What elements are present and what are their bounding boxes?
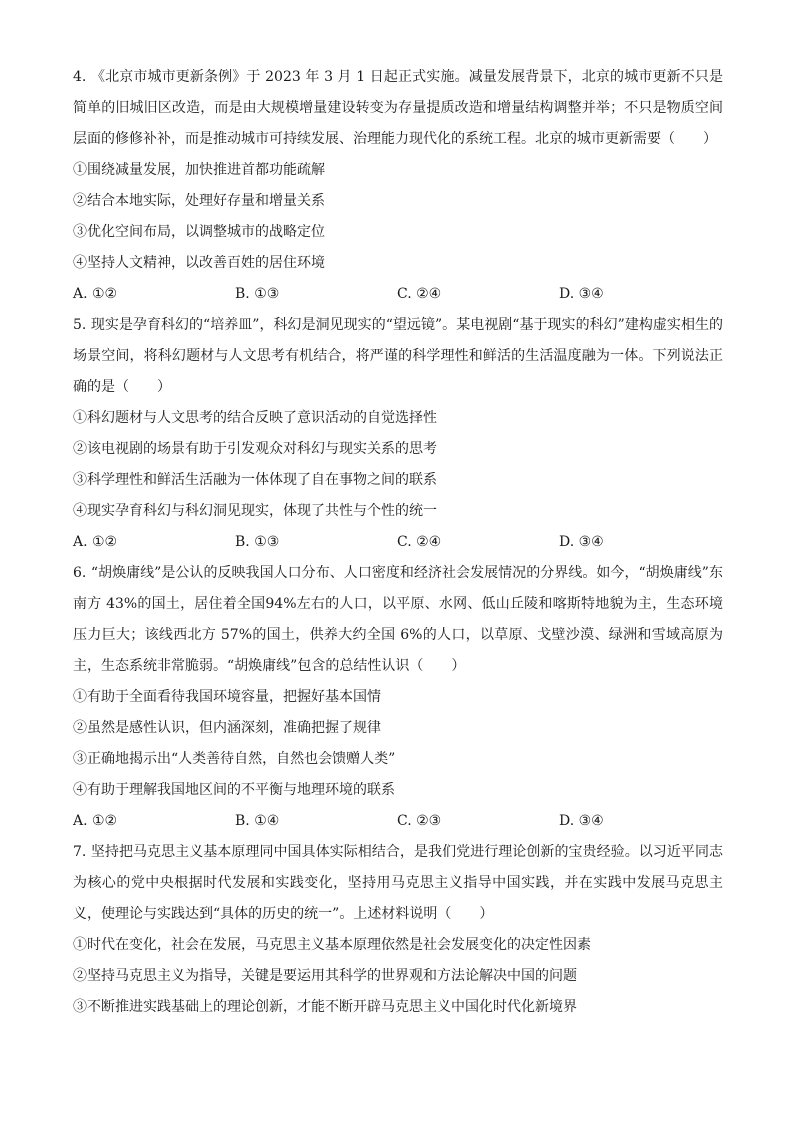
choice-b: B. ①④ xyxy=(235,813,280,829)
choice-c: C. ②④ xyxy=(397,534,442,550)
choice-c: C. ②④ xyxy=(397,286,442,302)
statement-item: ②虽然是感性认识，但内涵深刻，准确把握了规律 xyxy=(73,720,381,736)
choice-b: B. ①③ xyxy=(235,534,280,550)
answer-choices xyxy=(73,279,723,310)
answer-choices xyxy=(73,527,723,558)
statement-item: ①科幻题材与人文思考的结合反映了意识活动的自觉选择性 xyxy=(73,410,437,426)
choice-b: B. ①③ xyxy=(235,286,280,302)
choice-c: C. ②③ xyxy=(397,813,442,829)
answer-choices xyxy=(73,806,723,837)
choice-d: D. ③④ xyxy=(559,286,604,302)
choice-d: D. ③④ xyxy=(559,813,604,829)
statement-item: ③不断推进实践基础上的理论创新，才能不断开辟马克思主义中国化时代化新境界 xyxy=(73,999,577,1015)
statement-item: ①围绕减量发展，加快推进首都功能疏解 xyxy=(73,162,325,178)
exam-page xyxy=(73,62,723,1023)
statement-item: ④坚持人文精神，以改善百姓的居住环境 xyxy=(73,255,325,271)
choice-d: D. ③④ xyxy=(559,534,604,550)
statement-item: ④有助于理解我国地区间的不平衡与地理环境的联系 xyxy=(73,782,395,798)
question-5 xyxy=(73,310,723,558)
statement-item: ②结合本地实际，处理好存量和增量关系 xyxy=(73,193,325,209)
question-6 xyxy=(73,558,723,837)
question-stem: 7. 坚持把马克思主义基本原理同中国具体实际相结合，是我们党进行理论创新的宝贵经验。以习近平同志为核心的党中央根据时代发展和实践变化，坚持用马克思主义指导中国实践，并在实践中发展马克思主义，使理论与实践达到“具体的历史的统一”。上述材料说明（ ） xyxy=(73,844,723,922)
question-4 xyxy=(73,62,723,310)
statement-item: ④现实孕育科幻与科幻洞见现实，体现了共性与个性的统一 xyxy=(73,503,437,519)
statement-item: ③正确地揭示出“人类善待自然，自然也会馈赠人类” xyxy=(73,751,396,767)
statement-item: ③优化空间布局，以调整城市的战略定位 xyxy=(73,224,325,240)
statement-item: ②该电视剧的场景有助于引发观众对科幻与现实关系的思考 xyxy=(73,441,437,457)
question-stem: 6. “胡焕庸线”是公认的反映我国人口分布、人口密度和经济社会发展情况的分界线。如今，“胡焕庸线”东南方 43%的国土，居住着全国94%左右的人口，以平原、水网、低山丘陵和喀斯特地貌为主，生态环境压力巨大；该线西北方 57%的国土，供养大约全国 6%的人口，以草原、戈壁沙漠、绿洲和雪域高原为主，生态系统非常脆弱。“胡焕庸线”包含的总结性认识（ ） xyxy=(73,565,723,674)
statement-item: ②坚持马克思主义为指导，关键是要运用其科学的世界观和方法论解决中国的问题 xyxy=(73,968,577,984)
question-stem: 4. 《北京市城市更新条例》于 2023 年 3 月 1 日起正式实施。减量发展背景下，北京的城市更新不只是简单的旧城旧区改造，而是由大规模增量建设转变为存量提质改造和增量结构调整并举；不只是物质空间层面的修修补补，而是推动城市可持续发展、治理能力现代化的系统工程。北京的城市更新需要（ ） xyxy=(73,69,723,147)
choice-a: A. ①② xyxy=(73,286,118,302)
statement-item: ①有助于全面看待我国环境容量，把握好基本国情 xyxy=(73,689,381,705)
statement-item: ①时代在变化，社会在发展，马克思主义基本原理依然是社会发展变化的决定性因素 xyxy=(73,937,591,953)
statement-item: ③科学理性和鲜活生活融为一体体现了自在事物之间的联系 xyxy=(73,472,437,488)
question-7 xyxy=(73,837,723,1023)
choice-a: A. ①② xyxy=(73,534,118,550)
question-stem: 5. 现实是孕育科幻的“培养皿”，科幻是洞见现实的“望远镜”。某电视剧“基于现实的科幻”建构虚实相生的场景空间，将科幻题材与人文思考有机结合，将严谨的科学理性和鲜活的生活温度融为一体。下列说法正确的是（ ） xyxy=(73,317,723,395)
choice-a: A. ①② xyxy=(73,813,118,829)
